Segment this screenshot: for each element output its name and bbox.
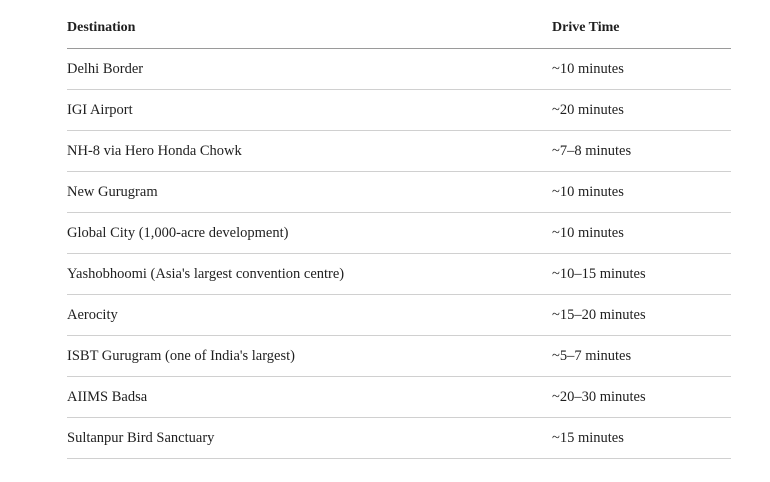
header-destination: Destination bbox=[67, 8, 552, 49]
destination-cell: NH-8 via Hero Honda Chowk bbox=[67, 131, 552, 172]
destination-cell: New Gurugram bbox=[67, 172, 552, 213]
drive-time-cell: ~7–8 minutes bbox=[552, 131, 731, 172]
table-row bbox=[67, 377, 731, 418]
drive-time-cell: ~5–7 minutes bbox=[552, 336, 731, 377]
drive-time-cell: ~20 minutes bbox=[552, 90, 731, 131]
table-row bbox=[67, 336, 731, 377]
destination-cell: Global City (1,000-acre development) bbox=[67, 213, 552, 254]
drive-time-cell: ~10 minutes bbox=[552, 49, 731, 90]
destination-cell: Delhi Border bbox=[67, 49, 552, 90]
table-row bbox=[67, 90, 731, 131]
table-row bbox=[67, 418, 731, 459]
table-row bbox=[67, 131, 731, 172]
destination-cell: Sultanpur Bird Sanctuary bbox=[67, 418, 552, 459]
destination-cell: Yashobhoomi (Asia's largest convention centre) bbox=[67, 254, 552, 295]
drive-time-table bbox=[67, 8, 731, 459]
drive-time-cell: ~10 minutes bbox=[552, 172, 731, 213]
drive-time-cell: ~10–15 minutes bbox=[552, 254, 731, 295]
destination-cell: Aerocity bbox=[67, 295, 552, 336]
drive-time-cell: ~15–20 minutes bbox=[552, 295, 731, 336]
destination-cell: AIIMS Badsa bbox=[67, 377, 552, 418]
drive-time-cell: ~10 minutes bbox=[552, 213, 731, 254]
drive-time-cell: ~15 minutes bbox=[552, 418, 731, 459]
destination-cell: IGI Airport bbox=[67, 90, 552, 131]
header-drive-time: Drive Time bbox=[552, 8, 731, 49]
table-header-row bbox=[67, 8, 731, 49]
table-row bbox=[67, 295, 731, 336]
table-row bbox=[67, 172, 731, 213]
table-row bbox=[67, 254, 731, 295]
drive-time-cell: ~20–30 minutes bbox=[552, 377, 731, 418]
drive-time-table-container bbox=[67, 8, 731, 459]
table-row bbox=[67, 213, 731, 254]
destination-cell: ISBT Gurugram (one of India's largest) bbox=[67, 336, 552, 377]
table-row bbox=[67, 49, 731, 90]
